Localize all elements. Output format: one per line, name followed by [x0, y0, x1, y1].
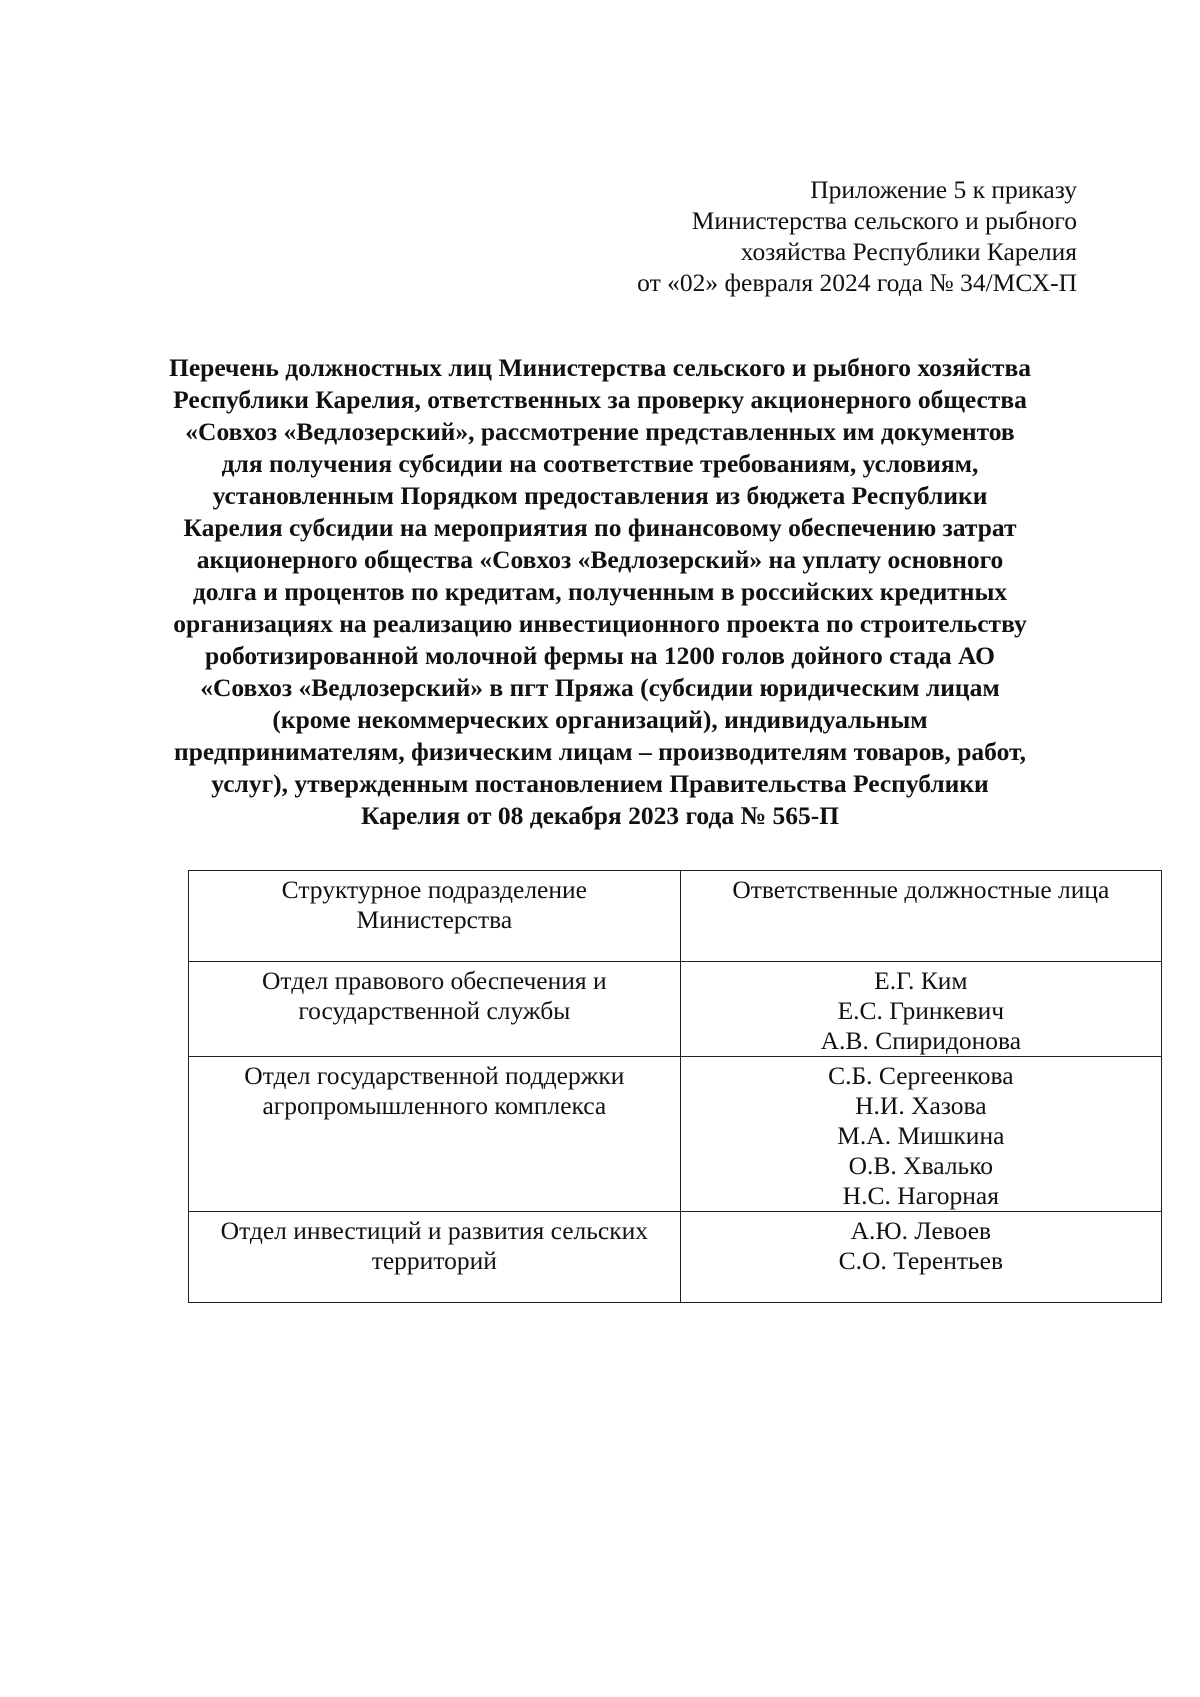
appendix-line: Приложение 5 к приказу — [810, 175, 1077, 204]
title-line: Республики Карелия, ответственных за проверку акционерного общества — [173, 385, 1027, 414]
title-line: услуг), утвержденным постановлением Правительства Республики — [211, 769, 989, 798]
person-name: М.А. Мишкина — [837, 1121, 1005, 1150]
persons-cell — [680, 1212, 1161, 1303]
appendix-line: хозяйства Республики Карелия — [740, 237, 1077, 266]
title-line: для получения субсидии на соответствие требованиям, условиям, — [221, 449, 979, 478]
title-line: «Совхоз «Ведлозерский» в пгт Пряжа (субсидии юридическим лицам — [200, 673, 1000, 702]
table-row — [189, 1212, 1162, 1303]
person-name: О.В. Хвалько — [848, 1151, 994, 1180]
department-name: Отдел правового обеспечения и — [261, 966, 607, 995]
title-line: акционерного общества «Совхоз «Ведлозерский» на уплату основного — [196, 545, 1004, 574]
department-cell — [189, 1212, 681, 1303]
appendix-reference — [477, 174, 1077, 298]
title-line: роботизированной молочной фермы на 1200 голов дойного стада АО — [205, 641, 995, 670]
title-line: долга и процентов по кредитам, полученным в российских кредитных — [192, 577, 1008, 606]
persons-cell — [680, 962, 1161, 1057]
person-name: А.В. Спиридонова — [820, 1026, 1022, 1055]
persons-cell — [680, 1057, 1161, 1212]
title-line: «Совхоз «Ведлозерский», рассмотрение представленных им документов — [185, 417, 1015, 446]
title-line: предпринимателям, физическим лицам – производителям товаров, работ, — [174, 737, 1026, 766]
header-persons — [680, 871, 1161, 962]
person-name: С.Б. Сергеенкова — [828, 1061, 1014, 1090]
appendix-line: Министерства сельского и рыбного — [691, 206, 1077, 235]
person-name: Н.С. Нагорная — [842, 1181, 999, 1210]
title-line: (кроме некоммерческих организаций), индивидуальным — [272, 705, 928, 734]
department-cell — [189, 962, 681, 1057]
person-name: Н.И. Хазова — [855, 1091, 987, 1120]
responsible-officials-table — [188, 870, 1162, 1303]
title-line: организациях на реализацию инвестиционного проекта по строительству — [173, 609, 1027, 638]
department-name: территорий — [371, 1246, 497, 1275]
person-name: Е.Г. Ким — [874, 966, 968, 995]
department-name: государственной службы — [298, 996, 571, 1025]
department-name: агропромышленного комплекса — [262, 1091, 607, 1120]
department-name: Отдел инвестиций и развития сельских — [220, 1216, 648, 1245]
header-text: Ответственные должностные лица — [732, 875, 1110, 904]
table-row — [189, 1057, 1162, 1212]
header-department — [189, 871, 681, 962]
table-row — [189, 962, 1162, 1057]
document-title — [120, 352, 1080, 832]
person-name: С.О. Терентьев — [838, 1246, 1003, 1275]
title-line: Карелия от 08 декабря 2023 года № 565-П — [360, 801, 840, 830]
appendix-line: от «02» февраля 2024 года № 34/МСХ-П — [637, 268, 1077, 297]
title-line: Перечень должностных лиц Министерства сельского и рыбного хозяйства — [169, 353, 1031, 382]
person-name: А.Ю. Левоев — [850, 1216, 992, 1245]
title-line: установленным Порядком предоставления из бюджета Республики — [212, 481, 988, 510]
person-name: Е.С. Гринкевич — [837, 996, 1005, 1025]
department-name: Отдел государственной поддержки — [244, 1061, 625, 1090]
department-cell — [189, 1057, 681, 1212]
table-header-row — [189, 871, 1162, 962]
header-text: Структурное подразделение — [281, 875, 587, 904]
title-line: Карелия субсидии на мероприятия по финансовому обеспечению затрат — [183, 513, 1017, 542]
header-text: Министерства — [356, 905, 513, 934]
